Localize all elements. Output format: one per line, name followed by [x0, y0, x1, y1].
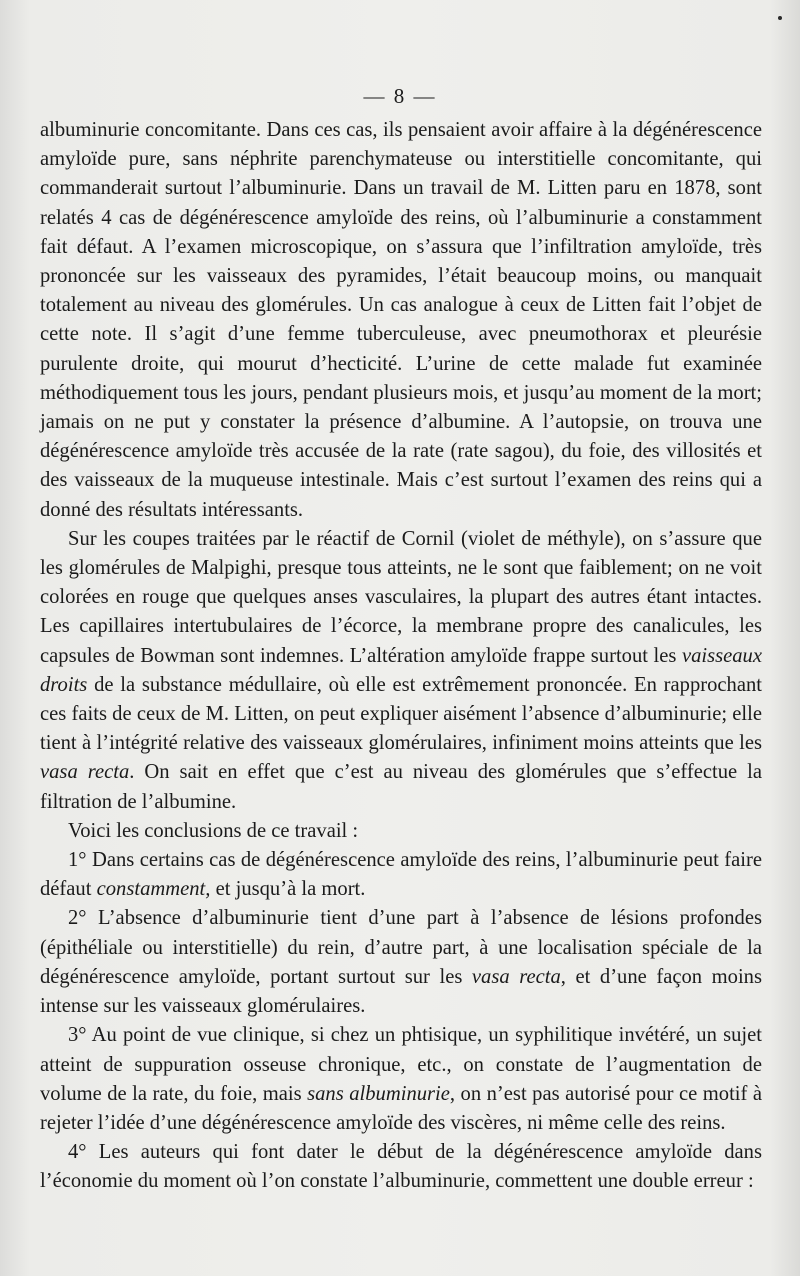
text-run: , et d’une façon moins intense sur les vaisseaux glomérulaires. [40, 965, 762, 1018]
body-text [40, 116, 762, 1197]
text-run: albuminurie concomitante. Dans ces cas, ils pensaient avoir affaire à la dégénérescence amyloïde pure, sans néphrite parenchymateuse ou interstitielle concomitante, qui commanderait surtout l’albuminurie. Dans un travail de M. Litten paru en 1878, sont relatés 4 cas de dégénérescence amyloïde des reins, où l’albuminurie a constamment fait défaut. A l’examen microscopique, on s’assura que l’infiltration amyloïde, très prononcée sur les vaisseaux des pyramides, l’était beaucoup moins, ou manquait totalement au niveau des glomérules. Un cas analogue à ceux de Litten fait l’objet de cette note. Il s’agit d’une femme tuberculeuse, avec pneumothorax et pleurésie purulente droite, qui mourut d’hecticité. L’urine de cette malade fut examinée méthodiquement tous les jours, pendant plusieurs mois, et jusqu’au moment de la mort; jamais on ne put y constater la présence d’albumine. A l’autopsie, on trouva une dégénérescence amyloïde très accusée de la rate (rate sagou), du foie, des villosités et des vaisseaux de la muqueuse intestinale. Mais c’est surtout l’examen des reins qui a donné des résultats intéressants. [40, 119, 762, 521]
text-run: Voici les conclusions de ce travail : [68, 819, 359, 842]
paragraph-p1 [40, 116, 762, 525]
text-run: Sur les coupes traitées par le réactif de Cornil (violet de méthyle), on s’assure que les glomérules de Malpighi, presque tous atteints, ne le sont que faiblement; on ne voit colorées en rouge que quelques anses vasculaires, la plupart des autres étant intactes. Les capillaires intertubulaires de l’écorce, la membrane propre des canalicules, les capsules de Bowman sont indemnes. L’altération amyloïde frappe surtout les [40, 527, 762, 667]
text-run: 3° Au point de vue clinique, si chez un phtisique, un syphilitique invétéré, un sujet atteint de suppuration osseuse chronique, etc., on constate de l’augmentation de volume de la rate, du foie, mais [40, 1024, 762, 1105]
page-number: — 8 — [363, 84, 437, 108]
text-run: , on n’est pas autorisé pour ce motif à rejeter l’idée d’une dégénérescence amyloïde des viscères, ni même celle des reins. [40, 1082, 762, 1134]
text-run: 4° Les auteurs qui font dater le début de la dégénérescence amyloïde dans l’économie du moment où l’on constate l’albuminurie, commettent une double erreur : [40, 1141, 762, 1193]
italic-text: sans albuminurie [307, 1082, 450, 1105]
italic-text: constamment, [96, 878, 211, 901]
italic-text: vaisseaux droits [40, 644, 762, 696]
scan-speck [778, 16, 782, 20]
text-run: 2° L’absence d’albuminurie tient d’une part à l’absence de lésions profondes (épithéliale ou interstitielle) du rein, d’autre part, à une localisation spéciale de la dégénérescence amyloïde, portant surtout sur les [40, 907, 762, 988]
paragraph-p6 [40, 1021, 762, 1138]
paragraph-p7 [40, 1138, 762, 1196]
paragraph-p2 [40, 525, 762, 817]
italic-text: vasa recta [471, 965, 561, 988]
italic-text: vasa recta [40, 761, 130, 784]
paragraph-p3 [40, 817, 762, 846]
text-run: 1° Dans certains cas de dégénérescence amyloïde des reins, l’albuminurie peut faire défaut [40, 849, 762, 901]
text-run: et jusqu’à la mort. [210, 878, 366, 901]
text-run: . On sait en effet que c’est au niveau des glomérules que s’effectue la filtration de l’albumine. [40, 761, 762, 813]
paragraph-p5 [40, 904, 762, 1021]
paragraph-p4 [40, 846, 762, 904]
text-run: de la substance médullaire, où elle est extrêmement prononcée. En rapprochant ces faits de ceux de M. Litten, on peut expliquer aisément l’absence d’albuminurie; elle tient à l’intégrité relative des vaisseaux glomérulaires, infiniment moins atteints que les [40, 673, 762, 755]
